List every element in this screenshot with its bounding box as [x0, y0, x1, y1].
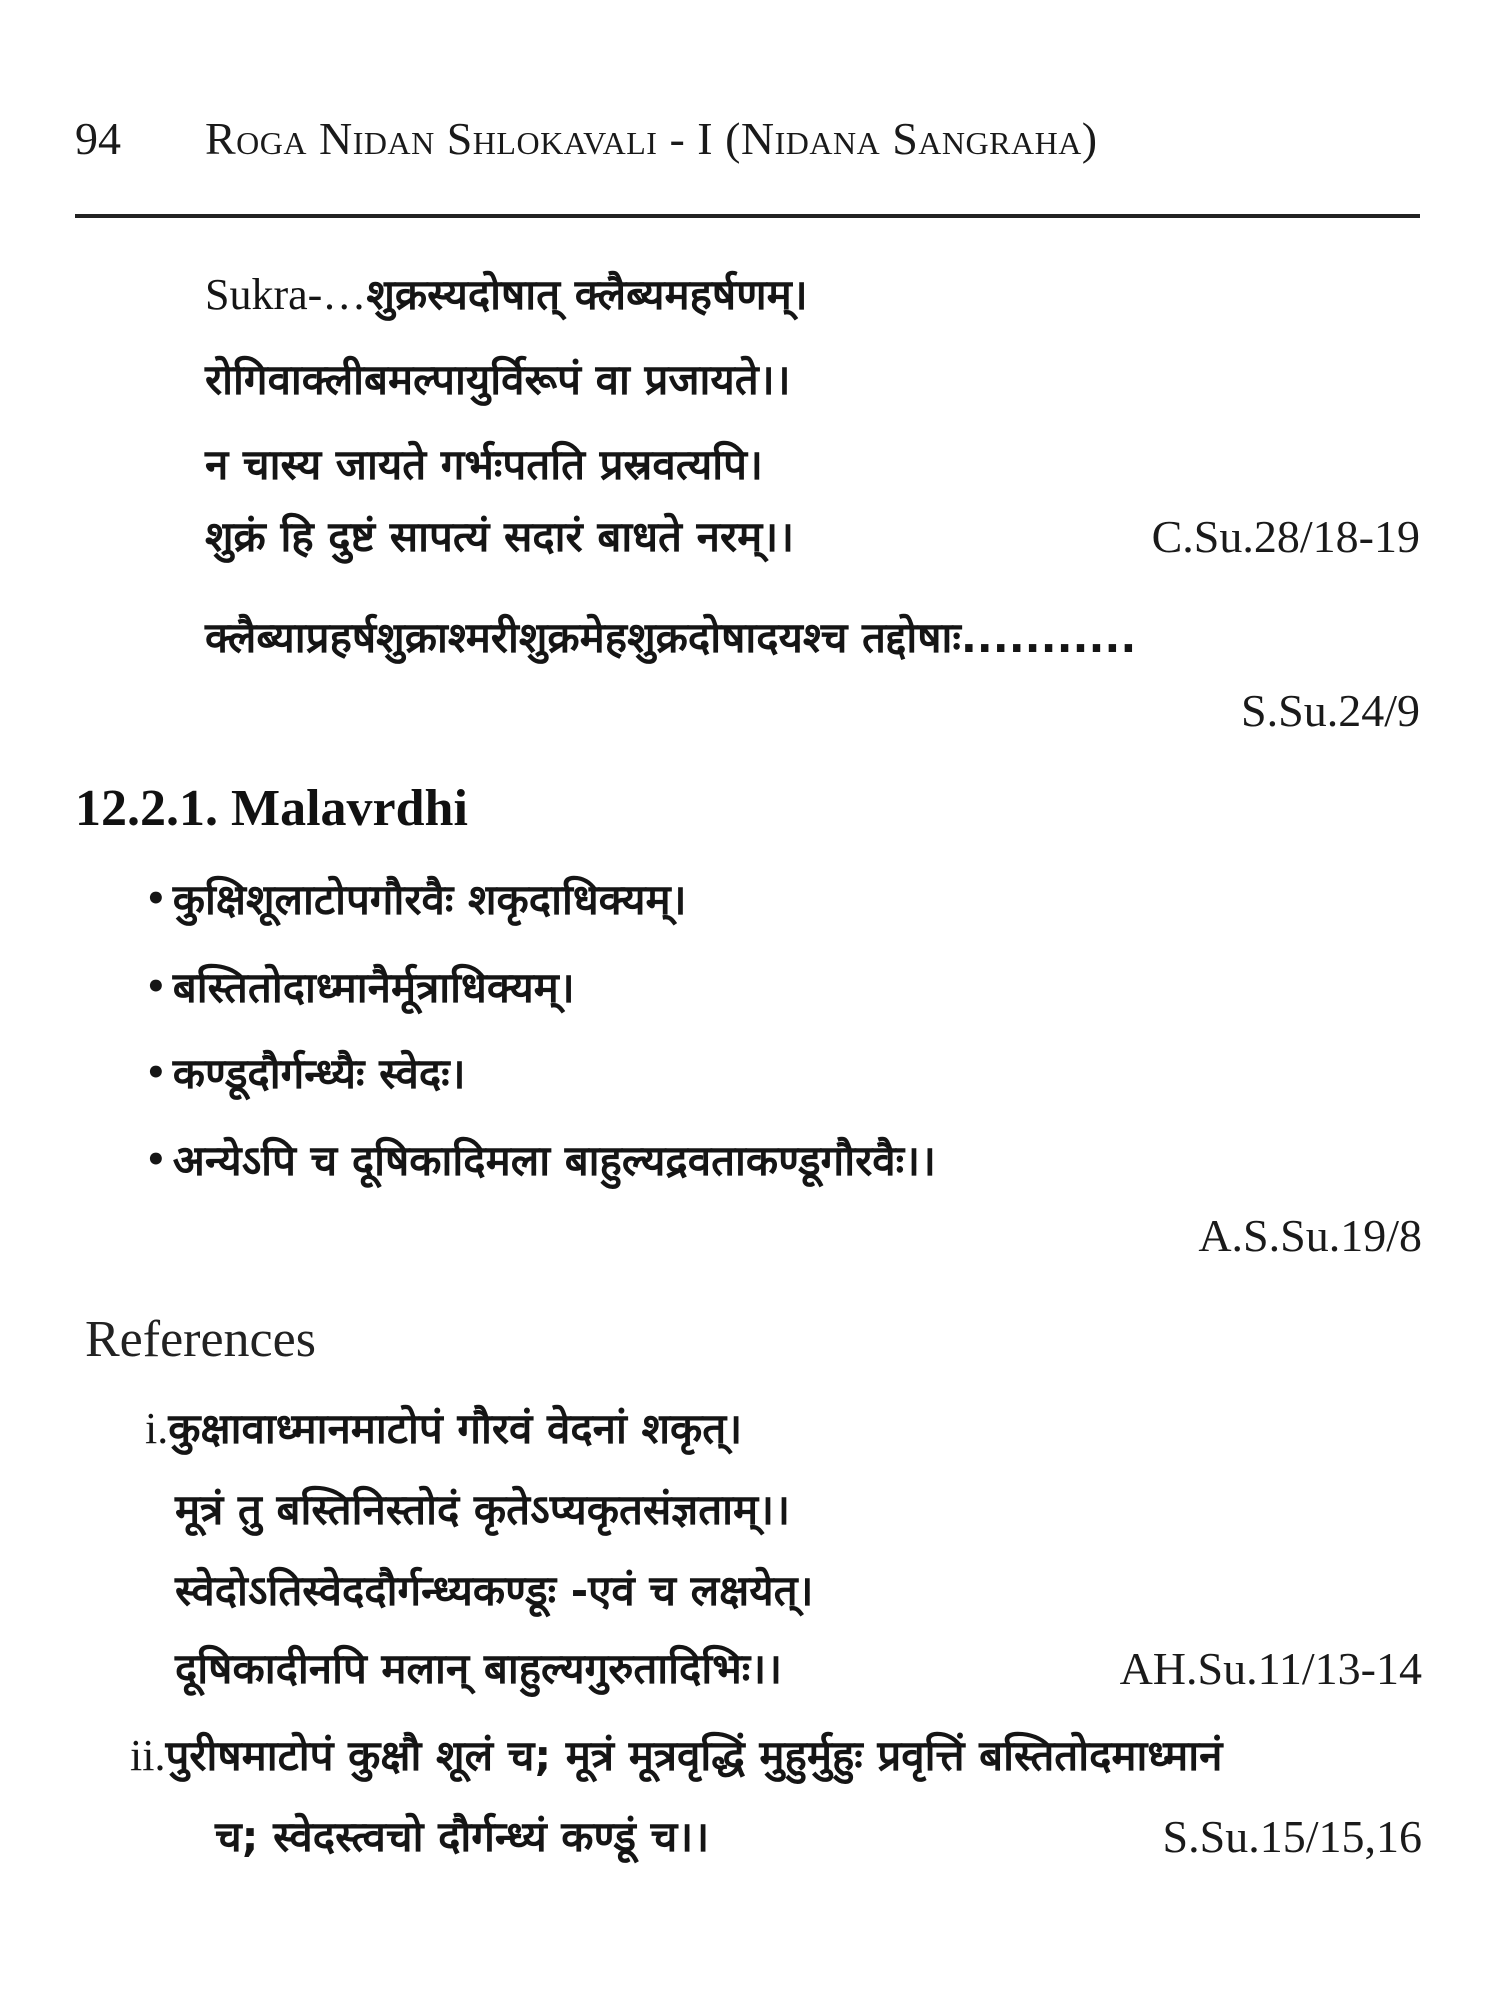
bullet-item-4	[145, 1133, 936, 1192]
reference-i-line-2: मूत्रं तु बस्तिनिस्तोदं कृतेऽप्यकृतसंज्ञताम्।।	[175, 1485, 790, 1534]
section-heading: 12.2.1. Malavrdhi	[75, 780, 468, 837]
bullet-item-1	[145, 872, 687, 931]
header-rule	[75, 214, 1420, 218]
shukra-verse-line-1	[205, 267, 808, 323]
shukra-verse-line-2: रोगिवाक्लीबमल्पायुर्विरूपं वा प्रजायते।।	[205, 355, 791, 404]
page-number: 94	[75, 113, 121, 164]
bullet-dot-icon: •	[145, 967, 167, 1007]
bullet-dot-icon: •	[145, 1053, 167, 1093]
reference-ii-line-1	[130, 1728, 1222, 1784]
reference-i-line-3: स्वेदोऽतिस्वेददौर्गन्ध्यकण्डूः -एवं च लक्षयेत्।	[175, 1566, 814, 1615]
references-heading: References	[85, 1311, 316, 1368]
shukra-reference-2: S.Su.24/9	[1241, 685, 1420, 736]
reference-ii-line-2: च; स्वेदस्त्वचो दौर्गन्ध्यं कण्डूं च।।	[215, 1812, 710, 1861]
bullet-text-1: कुक्षिशूलाटोपगौरवैः शकृदाधिक्यम्।	[172, 875, 687, 924]
page-header	[75, 112, 1425, 184]
reference-i-citation: AH.Su.11/13-14	[1119, 1643, 1422, 1694]
shukra-verse-line-4: शुक्रं हि दुष्टं सापत्यं सदारं बाधते नरम्।।	[205, 512, 795, 561]
section-reference: A.S.Su.19/8	[1198, 1210, 1422, 1261]
shukra-verse-line-3: न चास्य जायते गर्भःपतति प्रस्रवत्यपि।	[205, 440, 763, 489]
bullet-item-3	[145, 1046, 466, 1105]
reference-i-line-1	[145, 1401, 742, 1457]
bullet-text-3: कण्डूदौर्गन्ध्यैः स्वेदः।	[172, 1049, 466, 1098]
reference-ii-citation: S.Su.15/15,16	[1162, 1811, 1422, 1862]
reference-ii-marker: ii.	[130, 1731, 166, 1780]
reference-i-marker: i.	[145, 1404, 169, 1453]
shukra-reference-1: C.Su.28/18-19	[1151, 511, 1420, 562]
shukra-prefix: Sukra-…	[205, 270, 367, 319]
bullet-item-2	[145, 960, 575, 1019]
reference-i-line-4: दूषिकादीनपि मलान् बाहुल्यगुरुतादिभिः।।	[175, 1644, 783, 1693]
bullet-text-2: बस्तितोदाध्मानैर्मूत्राधिक्यम्।	[172, 963, 575, 1012]
bullet-dot-icon: •	[145, 879, 167, 919]
bullet-dot-icon: •	[145, 1140, 167, 1180]
running-title: Roga Nidan Shlokavali - I (Nidana Sangraha)	[205, 113, 1098, 164]
reference-ii-text-1: पुरीषमाटोपं कुक्षौ शूलं च; मूत्रं मूत्रवृद्धिं मुहुर्मुहुः प्रवृत्तिं बस्तितोदमाध्मानं	[165, 1731, 1223, 1780]
reference-i-text-1: कुक्षावाध्मानमाटोपं गौरवं वेदनां शकृत्।	[168, 1404, 743, 1453]
shukra-verse-text-1: शुक्रस्यदोषात् क्लैब्यमहर्षणम्।	[366, 270, 808, 319]
bullet-text-4: अन्येऽपि च दूषिकादिमला बाहुल्यद्रवताकण्डूगौरवैः।।	[172, 1136, 936, 1185]
shukra-verse-line-5: क्लैब्याप्रहर्षशुक्राश्मरीशुक्रमेहशुक्रदोषादयश्च तद्दोषाः...........	[205, 613, 1137, 662]
